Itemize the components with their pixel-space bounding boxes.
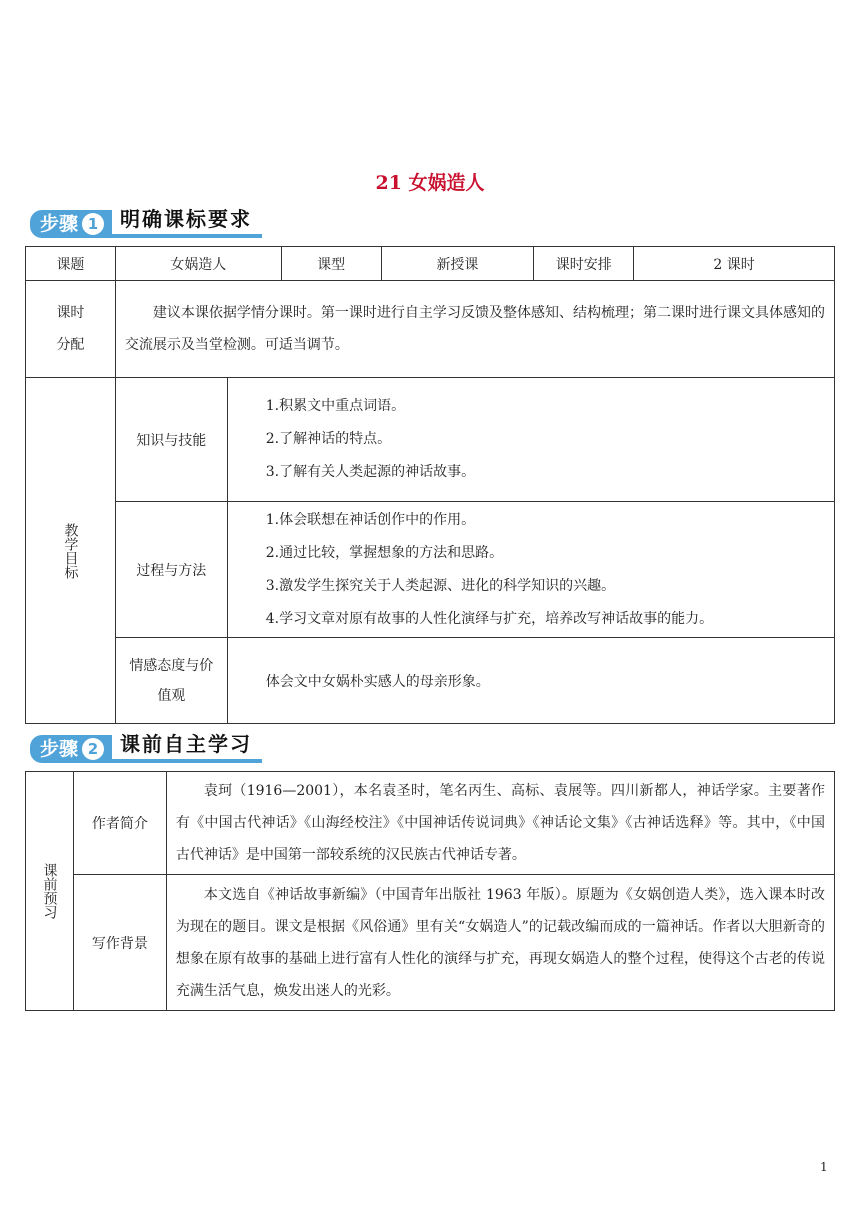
value-keti: 女娲造人 bbox=[115, 247, 281, 281]
zhishi-label: 知识与技能 bbox=[115, 378, 227, 502]
step1-number: 1 bbox=[82, 213, 104, 235]
step1-tag: 步骤 1 bbox=[30, 210, 112, 238]
step1-header bbox=[30, 208, 262, 238]
step2-number: 2 bbox=[82, 738, 104, 760]
step2-heading: 课前自主学习 bbox=[112, 731, 262, 763]
qinggan-text: 体会文中女娲朴实感人的母亲形象。 bbox=[227, 638, 834, 724]
value-kexing: 新授课 bbox=[381, 247, 534, 281]
curriculum-table bbox=[25, 246, 835, 724]
lesson-title: 21 女娲造人 bbox=[375, 172, 485, 194]
step1-heading: 明确课标要求 bbox=[112, 206, 262, 238]
beijing-label: 写作背景 bbox=[73, 875, 166, 1011]
header-kexing: 课型 bbox=[281, 247, 381, 281]
zuozhe-label: 作者简介 bbox=[73, 772, 166, 875]
beijing-text: 本文选自《神话故事新编》（中国青年出版社 1963 年版）。原题为《女娲创造人类》，选入课本时改为现在的题目。课文是根据《风俗通》里有关“女娲造人”的记载改编而成的一篇神话。作者以大胆新奇的想象在原有故事的基础上进行富有人性化的演绎与扩充，再现女娲造人的整个过程，使得这个古老的传说充满生活气息，焕发出迷人的光彩。 bbox=[166, 875, 834, 1011]
qinggan-label: 情感态度与价 值观 bbox=[115, 638, 227, 724]
step2-header bbox=[30, 733, 262, 763]
guocheng-list: 1.体会联想在神话创作中的作用。 2.通过比较，掌握想象的方法和思路。 3.激发学生探究关于人类起源、进化的科学知识的兴趣。 4.学习文章对原有故事的人性化演绎与扩充，培养改写神话故事的能力。 bbox=[227, 502, 834, 638]
zuozhe-text: 袁珂（1916—2001），本名袁圣时，笔名丙生、高标、袁展等。四川新都人，神话学家。主要著作有《中国古代神话》《山海经校注》《中国神话传说词典》《神话论文集》《古神话选释》等。其中，《中国古代神话》是中国第一部较系统的汉民族古代神话专著。 bbox=[166, 772, 834, 875]
header-yuxi: 课前预习 bbox=[26, 772, 74, 1011]
page-number: 1 bbox=[820, 1160, 828, 1174]
header-keti: 课题 bbox=[26, 247, 116, 281]
value-anpai: 2 课时 bbox=[634, 247, 835, 281]
zhishi-list: 1.积累文中重点词语。 2.了解神话的特点。 3.了解有关人类起源的神话故事。 bbox=[227, 378, 834, 502]
preview-table bbox=[25, 771, 835, 1011]
header-mubiao: 教学目标 bbox=[26, 378, 116, 724]
step2-tag: 步骤 2 bbox=[30, 735, 112, 763]
fenpei-text: 建议本课依据学情分课时。第一课时进行自主学习反馈及整体感知、结构梳理；第二课时进行课文具体感知的交流展示及当堂检测。可适当调节。 bbox=[115, 281, 834, 378]
header-anpai: 课时安排 bbox=[534, 247, 634, 281]
header-fenpei: 课时 分配 bbox=[26, 281, 116, 378]
guocheng-label: 过程与方法 bbox=[115, 502, 227, 638]
